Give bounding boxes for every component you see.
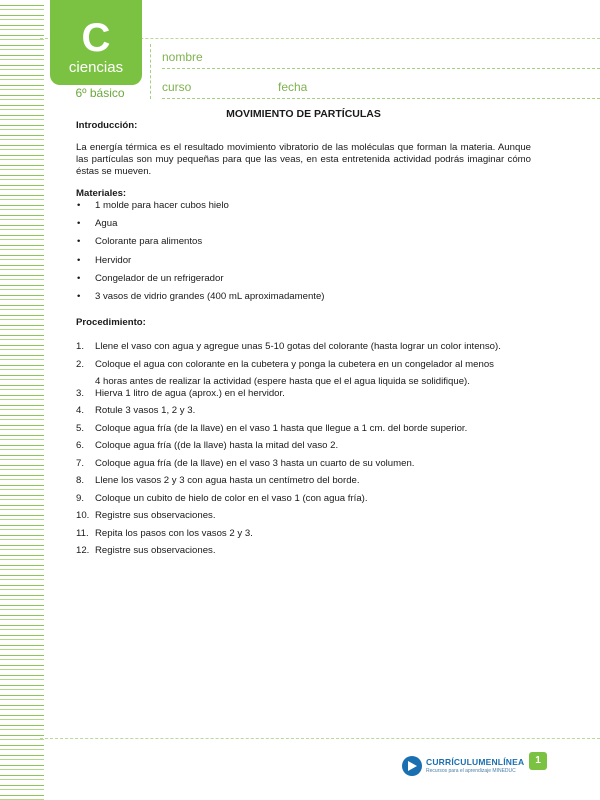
subject-name: ciencias (68, 59, 124, 76)
worksheet-body (76, 108, 531, 563)
subject-badge (50, 0, 142, 85)
procedure-step: 11. Repita los pasos con los vasos 2 y 3. (76, 527, 253, 539)
bottom-dashed-border (40, 738, 600, 742)
name-field-label: nombre (162, 50, 203, 64)
grade-label: 6º básico (75, 86, 125, 100)
procedure-step: 10. Registre sus observaciones. (76, 510, 216, 522)
intro-heading: Introducción: (76, 120, 138, 131)
course-field-label: curso (162, 80, 192, 94)
bullet-icon: • (77, 290, 81, 302)
logo-brand-text: CURRÍCULUMENLÍNEA (426, 757, 525, 767)
procedure-step: 1. Llene el vaso con agua y agregue unas 5-10 gotas del colorante (hasta lograr un color intenso). (76, 341, 501, 353)
procedure-heading: Procedimiento: (76, 317, 146, 329)
bullet-icon: • (77, 236, 81, 248)
course-date-field-line[interactable] (162, 98, 600, 99)
material-item: • 3 vasos de vidrio grandes (400 mL aproximadamente) (77, 290, 325, 302)
material-item: • Congelador de un refrigerador (77, 272, 224, 284)
procedure-step: 12. Registre sus observaciones. (76, 545, 216, 557)
material-item: • 1 molde para hacer cubos hielo (77, 200, 229, 211)
play-arrow-icon (402, 756, 422, 776)
procedure-step: 5. Coloque agua fría (de la llave) en el vaso 1 hasta que llegue a 1 cm. del borde superior. (76, 422, 468, 434)
procedure-step: 3. Hierva 1 litro de agua (aprox.) en el hervidor. (76, 387, 285, 399)
procedure-step: 2. Coloque el agua con colorante en la cubetera y ponga la cubetera en un congelador al menos 4 horas antes de realizar la actividad (espere hasta que el el agua liquida se solidifique). (76, 358, 494, 387)
name-field-line[interactable] (162, 68, 600, 69)
procedure-list (76, 341, 531, 563)
worksheet-title: MOVIMIENTO DE PARTÍCULAS (226, 108, 381, 120)
procedure-step: 6. Coloque agua fría ((de la llave) hasta la mitad del vaso 2. (76, 440, 339, 452)
material-item: • Hervidor (77, 254, 132, 266)
procedure-step: 7. Coloque agua fría (de la llave) en el vaso 3 hasta un cuarto de su volumen. (76, 457, 415, 469)
procedure-step: 8. Llene los vasos 2 y 3 con agua hasta un centímetro del borde. (76, 475, 360, 487)
bullet-icon: • (77, 254, 81, 266)
notebook-border-decoration (0, 0, 50, 800)
material-item: • Agua (77, 218, 118, 230)
curriculum-en-linea-logo (402, 754, 525, 780)
material-item: • Colorante para alimentos (77, 236, 203, 248)
page-number-badge: 1 (529, 752, 547, 770)
procedure-step: 4. Rotule 3 vasos 1, 2 y 3. (76, 405, 196, 417)
bullet-icon: • (77, 272, 81, 284)
logo-tagline: Recursos para el aprendizaje MINEDUC (426, 768, 516, 774)
intro-paragraph: La energía térmica es el resultado movimiento vibratorio de las moléculas que forman la materia. Aunque las partículas son muy pequeñas para que las veas, en esta entretenida actividad podrás imaginar cómo éstas se mueven. (76, 142, 531, 177)
procedure-step: 9. Coloque un cubito de hielo de color en el vaso 1 (con agua fría). (76, 492, 368, 504)
bullet-icon: • (77, 218, 81, 230)
subject-letter: C (81, 16, 111, 60)
bullet-icon: • (77, 200, 81, 211)
materials-heading: Materiales: (76, 188, 127, 199)
materials-list (76, 200, 531, 309)
date-field-label: fecha (278, 80, 308, 94)
